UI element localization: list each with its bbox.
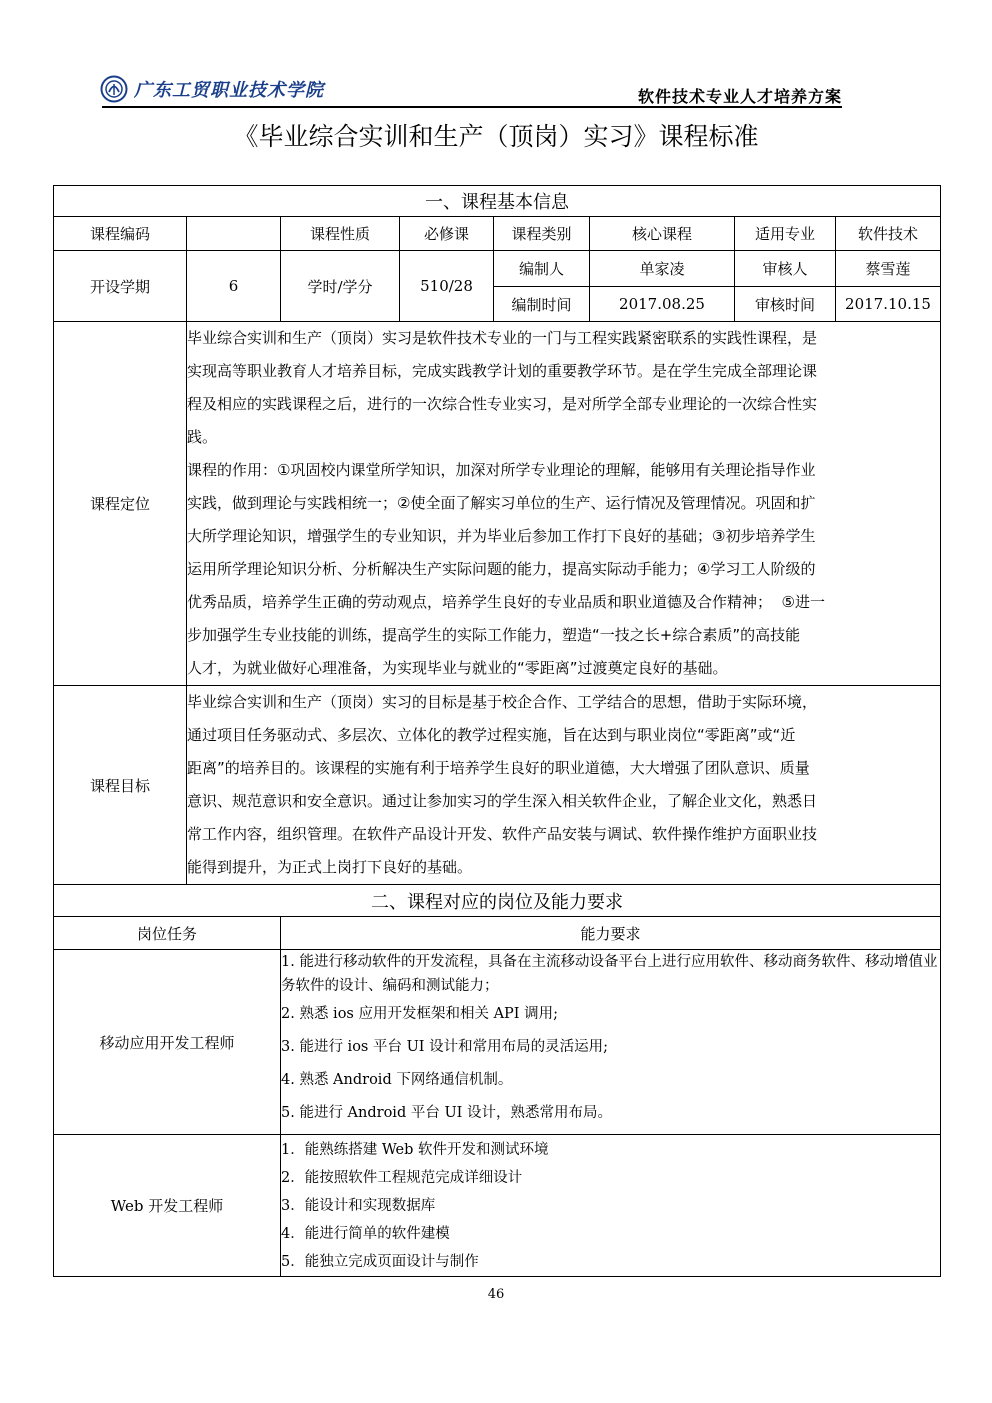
editor-label: 编制人 xyxy=(494,251,590,287)
ability-item: 5．能独立完成页面设计与制作 xyxy=(281,1253,479,1270)
review-time-value: 2017.10.15 xyxy=(836,287,941,322)
text-line: 实现高等职业教育人才培养目标，完成实践教学计划的重要教学环节。是在学生完成全部理论课 xyxy=(187,362,818,380)
ability-item: 1．能熟练搭建 Web 软件开发和测试环境 xyxy=(281,1141,549,1158)
course-objectives-label: 课程目标 xyxy=(54,686,187,885)
applicable-major-value: 软件技术 xyxy=(836,217,941,251)
ability-item: 5. 能进行 Android 平台 UI 设计，熟悉常用布局。 xyxy=(281,1105,612,1121)
text-line: 程及相应的实践课程之后，进行的一次综合性专业实习，是对所学全部专业理论的一次综合性实 xyxy=(187,395,818,413)
text-line: 毕业综合实训和生产（顶岗）实习是软件技术专业的一门与工程实践紧密联系的实践性课程，是 xyxy=(187,329,818,347)
course-code-label: 课程编码 xyxy=(54,217,187,251)
text-line: 距离”的培养目的。该课程的实施有利于培养学生良好的职业道德，大大增强了团队意识、质量 xyxy=(187,759,810,777)
course-objectives-text xyxy=(187,686,941,885)
text-line: 步加强学生专业技能的训练，提高学生的实际工作能力，塑造“一技之长+综合素质”的高技能 xyxy=(187,626,801,644)
edit-time-value: 2017.08.25 xyxy=(590,287,735,322)
school-emblem-icon xyxy=(100,75,128,103)
applicable-major-label: 适用专业 xyxy=(735,217,836,251)
text-line: 运用所学理论知识分析、分析解决生产实际问题的能力，提高实际动手能力；④学习工人阶级的 xyxy=(187,560,816,578)
document-title: 《毕业综合实训和生产（顶岗）实习》课程标准 xyxy=(233,122,759,151)
ability-item: 4. 熟悉 Android 下网络通信机制。 xyxy=(281,1072,513,1088)
hours-credits-label: 学时/学分 xyxy=(281,251,400,322)
ability-item: 2．能按照软件工程规范完成详细设计 xyxy=(281,1169,523,1186)
text-line: 课程的作用：①巩固校内课堂所学知识，加深对所学专业理论的理解，能够用有关理论指导作业 xyxy=(187,461,816,479)
reviewer-value: 蔡雪莲 xyxy=(836,251,941,287)
text-line: 通过项目任务驱动式、多层次、立体化的教学过程实施，旨在达到与职业岗位“零距离”或“近 xyxy=(187,726,796,744)
mobile-developer-abilities xyxy=(281,950,941,1135)
review-time-label: 审核时间 xyxy=(735,287,836,322)
program-title: 软件技术专业人才培养方案 xyxy=(637,87,842,106)
ability-item: 4．能进行简单的软件建模 xyxy=(281,1225,450,1242)
job-task-header: 岗位任务 xyxy=(54,917,281,950)
page-header xyxy=(52,70,842,108)
course-category-value: 核心课程 xyxy=(590,217,735,251)
course-nature-value: 必修课 xyxy=(400,217,494,251)
text-line: 大所学理论知识，增强学生的专业知识，并为毕业后参加工作打下良好的基础；③初步培养学生 xyxy=(187,527,816,545)
course-positioning-label: 课程定位 xyxy=(54,322,187,686)
web-developer-abilities xyxy=(281,1135,941,1277)
ability-requirement-header: 能力要求 xyxy=(281,917,941,950)
text-line: 践。 xyxy=(187,428,218,446)
text-line: 能得到提升，为正式上岗打下良好的基础。 xyxy=(187,858,473,876)
text-line: 实践，做到理论与实践相统一；②使全面了解实习单位的生产、运行情况及管理情况。巩固和扩 xyxy=(187,494,816,512)
ability-item: 2. 熟悉 ios 应用开发框架和相关 API 调用; xyxy=(281,1006,559,1022)
page-number: 46 xyxy=(487,1287,505,1302)
job-web-developer: Web 开发工程师 xyxy=(54,1135,281,1277)
hours-credits-value: 510/28 xyxy=(400,251,494,322)
text-line: 常工作内容，组织管理。在软件产品设计开发、软件产品安装与调试、软件操作维护方面职业技 xyxy=(187,825,818,843)
text-line: 意识、规范意识和安全意识。通过让参加实习的学生深入相关软件企业，了解企业文化，熟悉日 xyxy=(187,792,818,810)
text-line: 优秀品质，培养学生正确的劳动观点，培养学生良好的专业品质和职业道德及合作精神； ⑤进一 xyxy=(187,593,825,611)
editor-value: 单家凌 xyxy=(590,251,735,287)
job-mobile-developer: 移动应用开发工程师 xyxy=(54,950,281,1135)
ability-item: 3．能设计和实现数据库 xyxy=(281,1197,436,1214)
course-standard-table xyxy=(53,185,941,1277)
section-title-basic-info: 一、课程基本信息 xyxy=(54,186,941,217)
ability-item: 3. 能进行 ios 平台 UI 设计和常用布局的灵活运用; xyxy=(281,1039,609,1055)
semester-label: 开设学期 xyxy=(54,251,187,322)
course-positioning-text xyxy=(187,322,941,686)
text-line: 毕业综合实训和生产（顶岗）实习的目标是基于校企合作、工学结合的思想，借助于实际环境， xyxy=(187,693,818,711)
semester-value: 6 xyxy=(187,251,281,322)
course-code-value xyxy=(187,217,281,251)
edit-time-label: 编制时间 xyxy=(494,287,590,322)
school-logo xyxy=(100,72,324,106)
header-divider xyxy=(102,106,842,108)
text-line: 人才，为就业做好心理准备，为实现毕业与就业的“零距离”过渡奠定良好的基础。 xyxy=(187,659,728,677)
course-nature-label: 课程性质 xyxy=(281,217,400,251)
reviewer-label: 审核人 xyxy=(735,251,836,287)
course-category-label: 课程类别 xyxy=(494,217,590,251)
school-name: 广东工贸职业技术学院 xyxy=(134,80,324,101)
section-title-jobs: 二、课程对应的岗位及能力要求 xyxy=(54,885,941,917)
ability-item: 1. 能进行移动软件的开发流程，具备在主流移动设备平台上进行应用软件、移动商务软件、移动增值业务软件的设计、编码和测试能力； xyxy=(281,954,938,994)
